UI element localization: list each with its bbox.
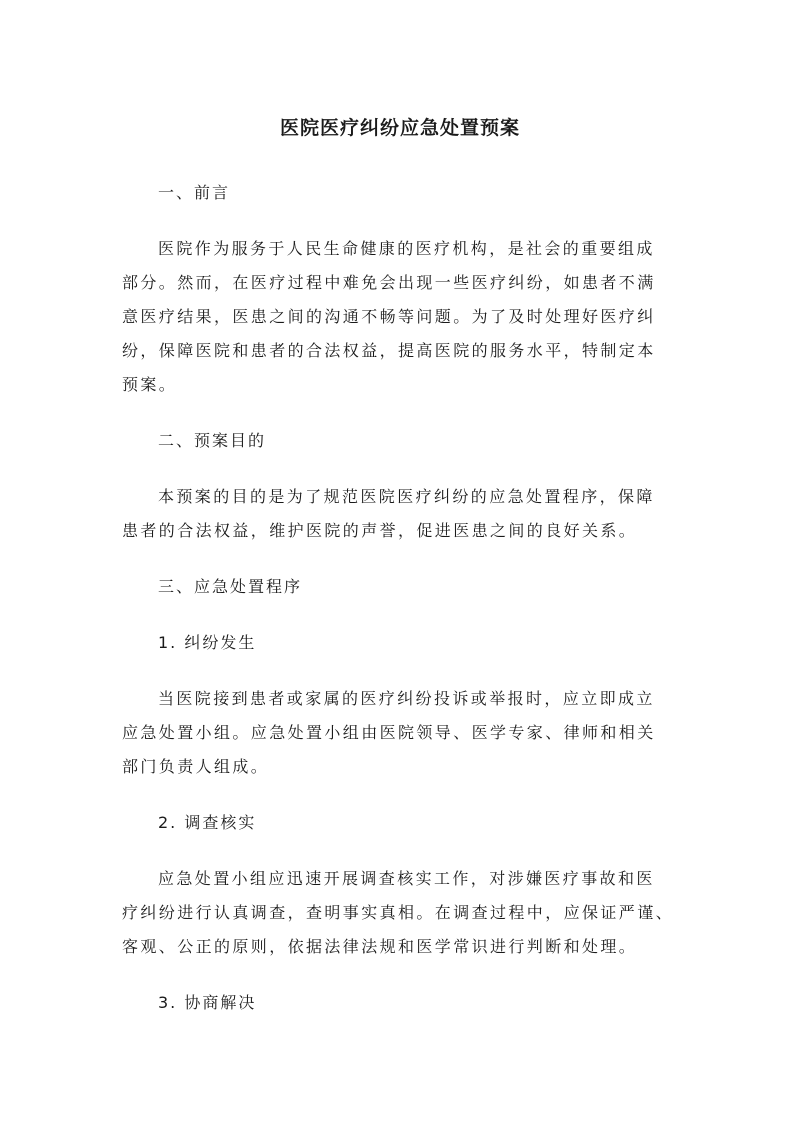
- paragraph-preface: [122, 232, 678, 402]
- paragraph-line: 医院作为服务于人民生命健康的医疗机构，是社会的重要组成: [158, 239, 655, 258]
- section-heading-preface: 一、前言: [158, 183, 231, 202]
- paragraph-step-1: [122, 682, 678, 784]
- paragraph-line: 意医疗结果，医患之间的沟通不畅等问题。为了及时处理好医疗纠: [122, 307, 656, 326]
- paragraph-line: 疗纠纷进行认真调查，查明事实真相。在调查过程中，应保证严谨、: [122, 903, 675, 922]
- section-heading-procedure: 三、应急处置程序: [158, 577, 303, 596]
- paragraph-line: 本预案的目的是为了规范医院医疗纠纷的应急处置程序，保障: [158, 487, 655, 506]
- paragraph-line: 纷，保障医院和患者的合法权益，提高医院的服务水平，特制定本: [122, 341, 656, 360]
- document-title: 医院医疗纠纷应急处置预案: [279, 117, 520, 139]
- paragraph-line: 患者的合法权益，维护医院的声誉，促进医患之间的良好关系。: [122, 521, 638, 540]
- paragraph-line: 部门负责人组成。: [122, 757, 270, 776]
- paragraph-line: 客观、公正的原则，依据法律法规和医学常识进行判断和处理。: [122, 937, 638, 956]
- paragraph-line: 预案。: [122, 375, 178, 394]
- paragraph-line: 当医院接到患者或家属的医疗纠纷投诉或举报时，应立即成立: [158, 689, 655, 708]
- paragraph-purpose: [122, 480, 678, 548]
- subheading-step-1: 1. 纠纷发生: [158, 633, 257, 652]
- subheading-step-3: 3. 协商解决: [158, 993, 257, 1012]
- paragraph-line: 应急处置小组应迅速开展调查核实工作，对涉嫌医疗事故和医: [158, 869, 655, 888]
- paragraph-line: 部分。然而，在医疗过程中难免会出现一些医疗纠纷，如患者不满: [122, 273, 656, 292]
- section-heading-purpose: 二、预案目的: [158, 431, 267, 450]
- paragraph-step-2: [122, 862, 678, 964]
- subheading-step-2: 2. 调查核实: [158, 813, 257, 832]
- document-body: [122, 176, 678, 1042]
- paragraph-line: 应急处置小组。应急处置小组由医院领导、医学专家、律师和相关: [122, 723, 656, 742]
